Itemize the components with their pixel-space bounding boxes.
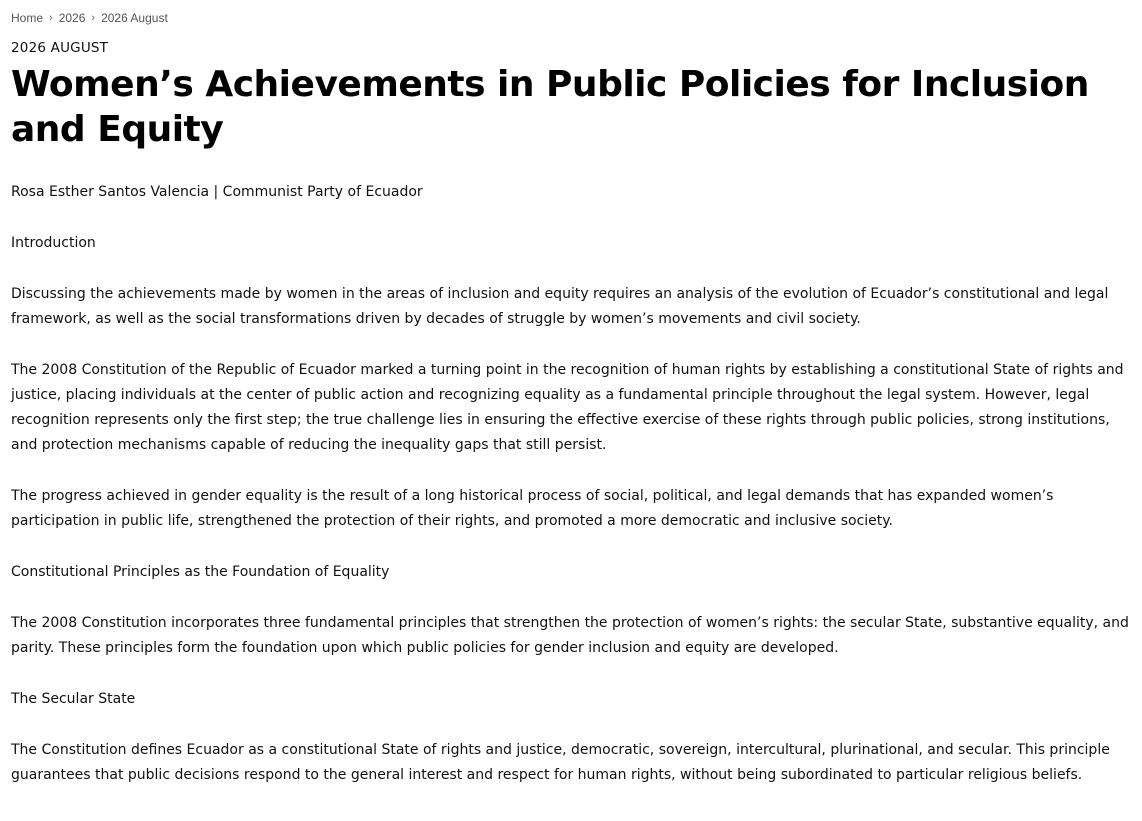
section-heading-secular-state: The Secular State — [11, 691, 136, 707]
article-title: Women’s Achievements in Public Policies for Inclusion and Equity — [11, 64, 1089, 150]
article-kicker: 2026 AUGUST — [11, 40, 109, 56]
body-paragraph: The 2008 Constitution of the Republic of Ecuador marked a turning point in the recognition of human rights by establishing a constitutional State of rights and justice, placing individuals at the center of public action and recognizing equality as a fundamental principle throughout the legal system. However, legal recognition represents only the first step; the true challenge lies in ensuring the effective exercise of these rights through public policies, strong institutions, and protection mechanisms capable of reducing the inequality gaps that still persist. — [11, 362, 1124, 453]
section-heading-introduction: Introduction — [11, 235, 96, 251]
breadcrumb-home-link[interactable]: Home — [11, 11, 44, 25]
body-paragraph: The progress achieved in gender equality is the result of a long historical process of social, political, and legal demands that has expanded women’s participation in public life, strengthened the protection of their rights, and promoted a more democratic and inclusive society. — [11, 488, 1054, 529]
breadcrumb — [11, 10, 1131, 26]
breadcrumb-current: 2026 August — [101, 11, 168, 25]
section-heading-constitutional-principles: Constitutional Principles as the Foundation of Equality — [11, 564, 390, 580]
breadcrumb-separator-icon: › — [49, 12, 53, 24]
article-body — [11, 231, 1131, 788]
article-byline: Rosa Esther Santos Valencia | Communist Party of Ecuador — [11, 184, 423, 200]
body-paragraph: The Constitution defines Ecuador as a constitutional State of rights and justice, democratic, sovereign, intercultural, plurinational, and secular. This principle guarantees that public decisions respond to the general interest and respect for human rights, without being subordinated to particular religious beliefs. — [11, 742, 1110, 783]
breadcrumb-separator-icon: › — [91, 12, 96, 24]
body-paragraph: Discussing the achievements made by women in the areas of inclusion and equity requires an analysis of the evolution of Ecuador’s constitutional and legal framework, as well as the social transformations driven by decades of struggle by women’s movements and civil society. — [11, 286, 1109, 327]
article-page — [0, 10, 1142, 788]
body-paragraph: The 2008 Constitution incorporates three fundamental principles that strengthen the protection of women’s rights: the secular State, substantive equality, and parity. These principles form the foundation upon which public policies for gender inclusion and equity are developed. — [11, 615, 1129, 656]
breadcrumb-year-link[interactable]: 2026 — [58, 11, 86, 25]
